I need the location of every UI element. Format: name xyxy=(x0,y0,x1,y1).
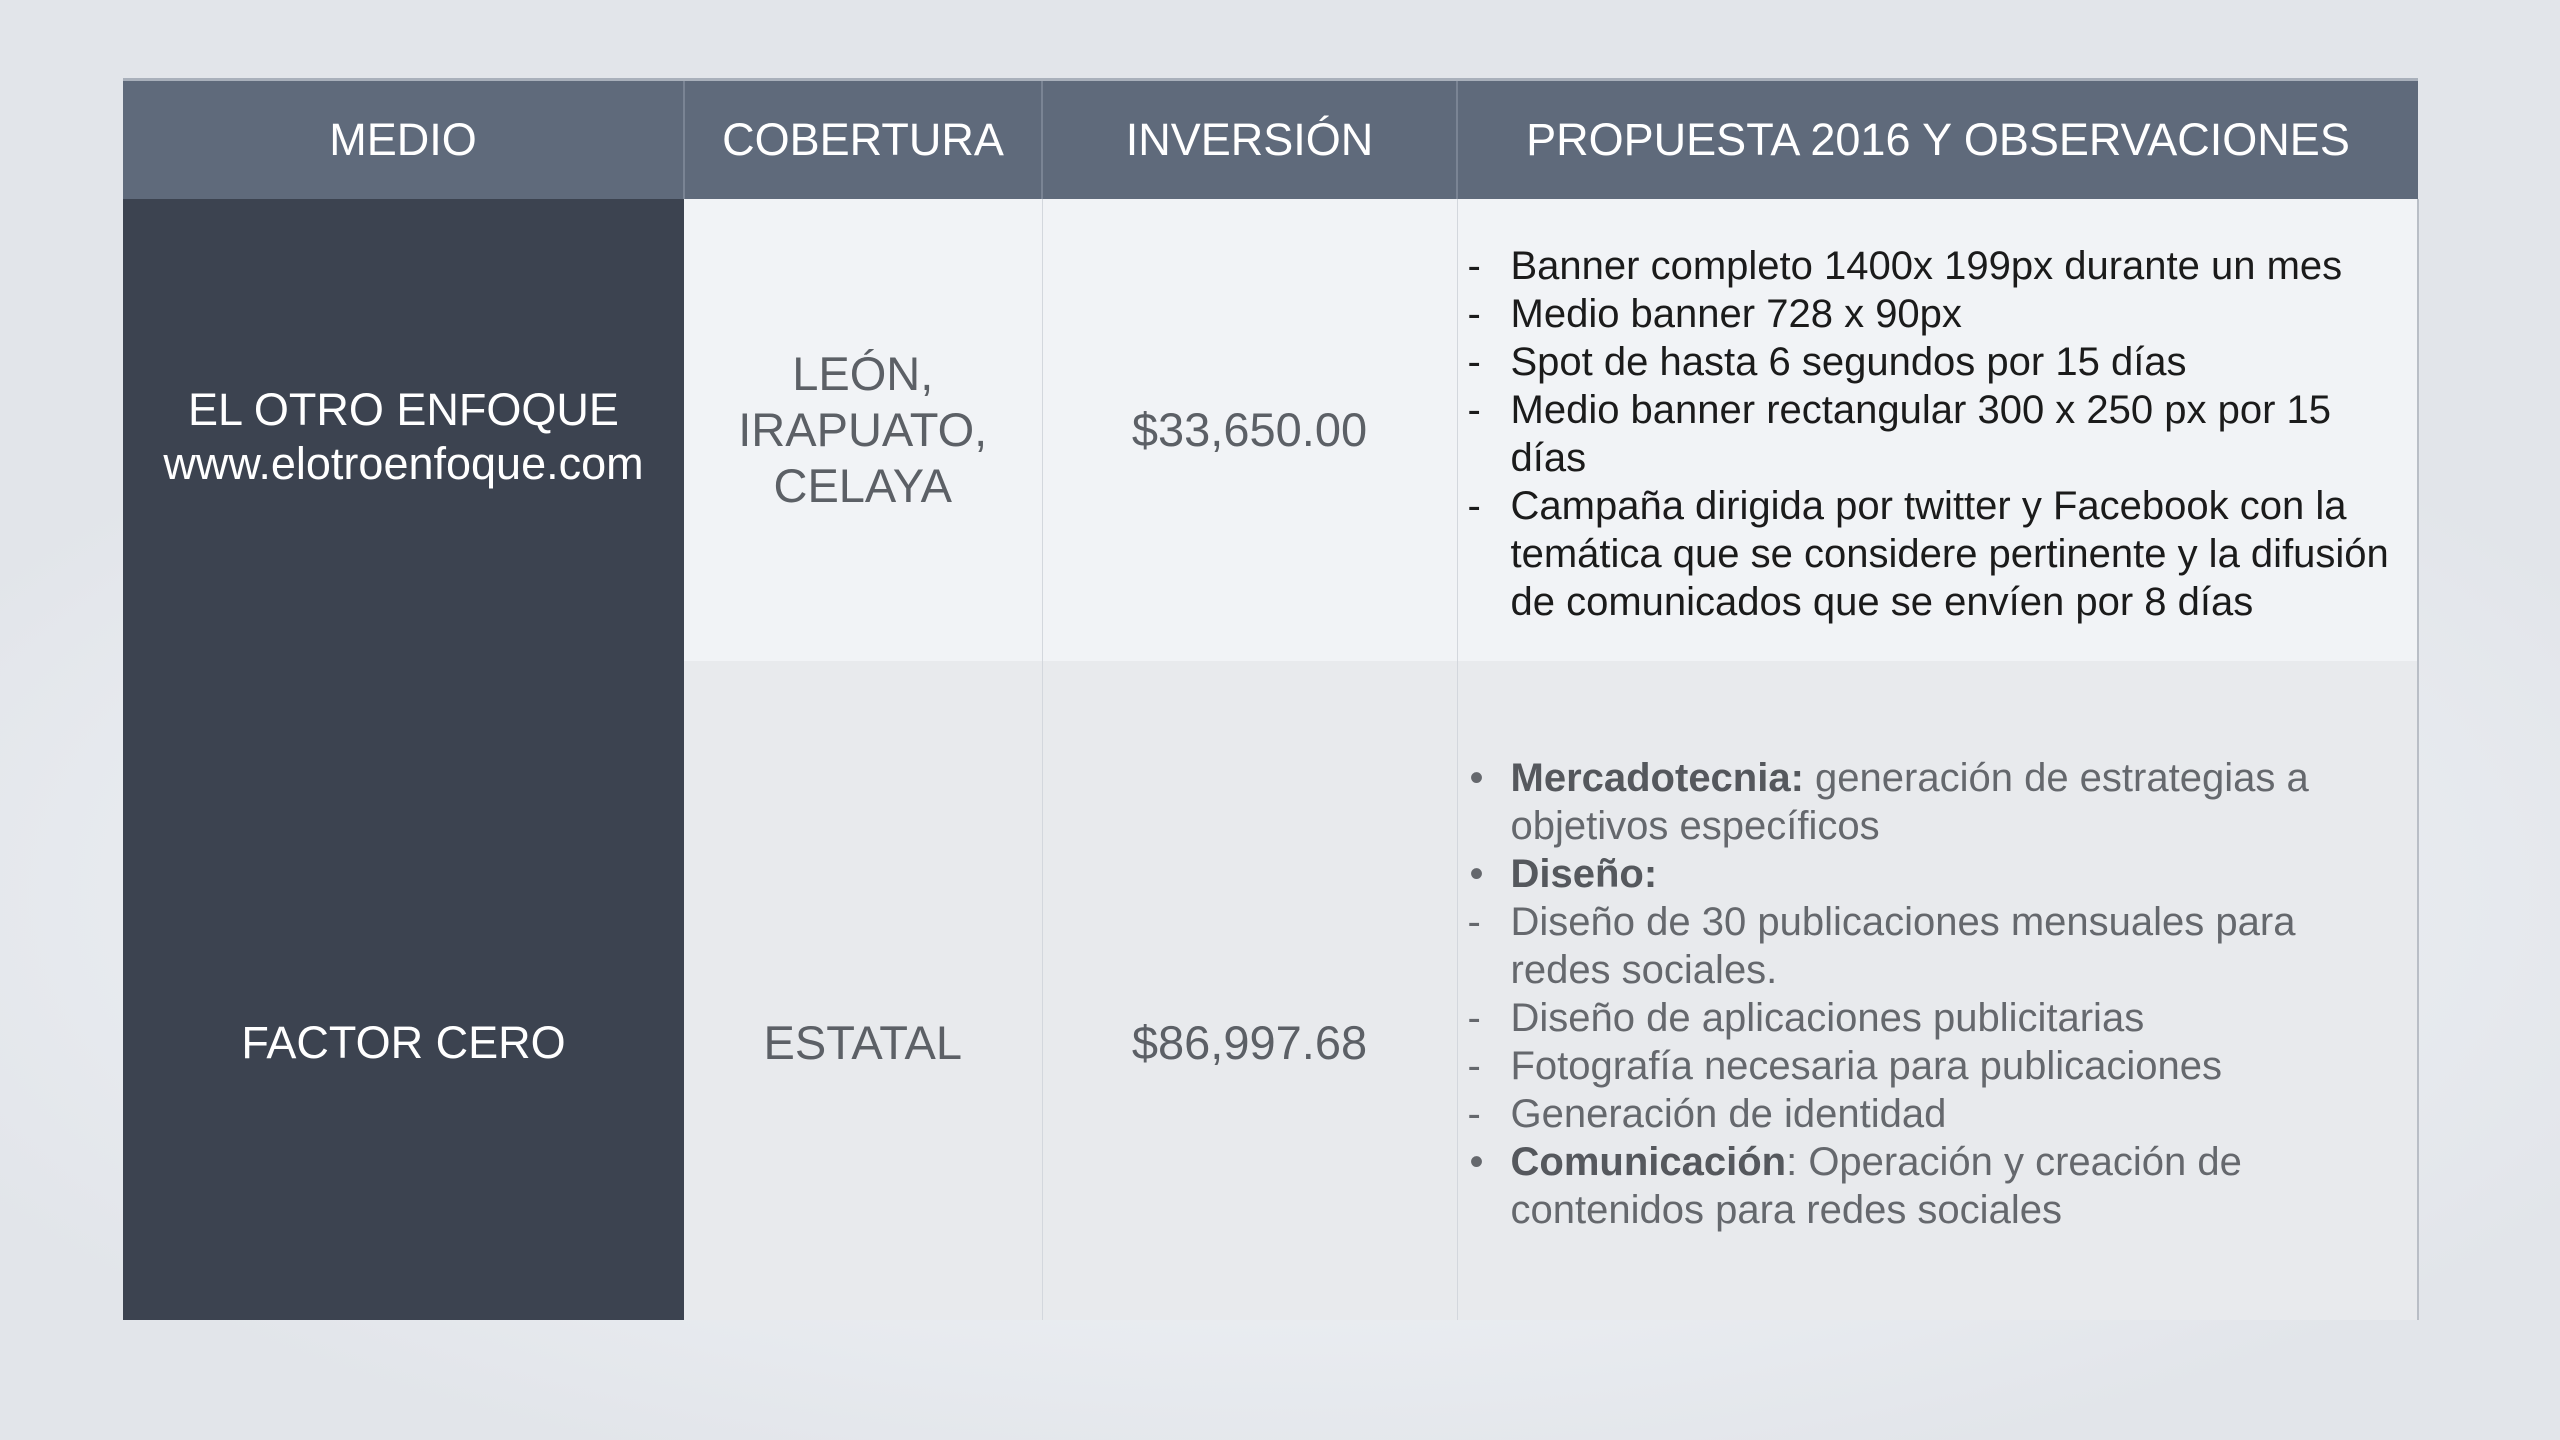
list-item xyxy=(1458,1090,2406,1138)
item-heading: Comunicación xyxy=(1510,1139,1787,1184)
item-text: generación de estrategias a objetivos específicos xyxy=(1510,755,2309,848)
dash-marker: - xyxy=(1467,292,1481,336)
dash-marker: - xyxy=(1467,388,1481,432)
cobertura-cell: ESTATAL xyxy=(684,661,1042,1320)
header-row xyxy=(123,80,2418,200)
item-text: Spot de hasta 6 segundos por 15 días xyxy=(1510,340,2187,384)
dash-marker: - xyxy=(1467,1091,1481,1136)
item-heading: Diseño: xyxy=(1510,851,1658,896)
cobertura-line: LEÓN, xyxy=(792,347,934,400)
observaciones-cell xyxy=(1457,199,2418,661)
dash-marker: - xyxy=(1467,1043,1481,1088)
media-proposal-table xyxy=(123,78,2419,1320)
dash-marker: - xyxy=(1467,244,1481,288)
list-item xyxy=(1458,482,2406,626)
cobertura-cell xyxy=(684,199,1042,661)
item-text: Medio banner 728 x 90px xyxy=(1510,292,1962,336)
observaciones-list xyxy=(1458,748,2418,1234)
item-text: Diseño de aplicaciones publicitarias xyxy=(1510,995,2145,1040)
header-medio: MEDIO xyxy=(123,80,684,200)
list-item xyxy=(1458,290,2406,338)
list-item xyxy=(1458,850,2406,898)
medio-cell: FACTOR CERO xyxy=(123,661,684,1320)
list-item xyxy=(1458,338,2406,386)
cobertura-line: IRAPUATO, xyxy=(738,403,988,456)
table-row xyxy=(123,661,2418,1320)
item-heading: Mercadotecnia: xyxy=(1510,755,1804,800)
table-row xyxy=(123,199,2418,661)
cobertura-line: CELAYA xyxy=(773,459,952,512)
item-text: Diseño de 30 publicaciones mensuales para redes sociales. xyxy=(1510,899,2296,992)
observaciones-list xyxy=(1458,234,2418,626)
header-propuesta: PROPUESTA 2016 Y OBSERVACIONES xyxy=(1457,80,2418,200)
header-inversion: INVERSIÓN xyxy=(1042,80,1457,200)
medio-cell xyxy=(123,199,684,661)
bullet-marker: • xyxy=(1469,755,1484,800)
item-text: Banner completo 1400x 199px durante un mes xyxy=(1510,244,2343,288)
dash-marker: - xyxy=(1467,995,1481,1040)
dash-marker: - xyxy=(1467,340,1481,384)
item-text: Fotografía necesaria para publicaciones xyxy=(1510,1043,2223,1088)
item-text: Campaña dirigida por twitter y Facebook con la temática que se considere pertinente y la difusión de comunicados que se envíen por 8 días xyxy=(1510,484,2389,624)
dash-marker: - xyxy=(1467,899,1481,944)
list-item xyxy=(1458,898,2406,994)
bullet-marker: • xyxy=(1469,851,1484,896)
dash-marker: - xyxy=(1467,484,1481,528)
list-item xyxy=(1458,994,2406,1042)
item-text: : Operación y creación de contenidos para redes sociales xyxy=(1510,1139,2242,1232)
medio-url: www.elotroenfoque.com xyxy=(163,438,644,489)
item-text: Generación de identidad xyxy=(1510,1091,1947,1136)
inversion-cell: $33,650.00 xyxy=(1042,199,1457,661)
list-item xyxy=(1458,1138,2406,1234)
list-item xyxy=(1458,754,2406,850)
item-text: Medio banner rectangular 300 x 250 px por 15 días xyxy=(1510,388,2332,480)
medio-name: EL OTRO ENFOQUE xyxy=(188,384,619,435)
list-item xyxy=(1458,1042,2406,1090)
inversion-cell: $86,997.68 xyxy=(1042,661,1457,1320)
bullet-marker: • xyxy=(1469,1139,1484,1184)
observaciones-cell xyxy=(1457,661,2418,1320)
list-item xyxy=(1458,386,2406,482)
list-item xyxy=(1458,242,2406,290)
header-cobertura: COBERTURA xyxy=(684,80,1042,200)
